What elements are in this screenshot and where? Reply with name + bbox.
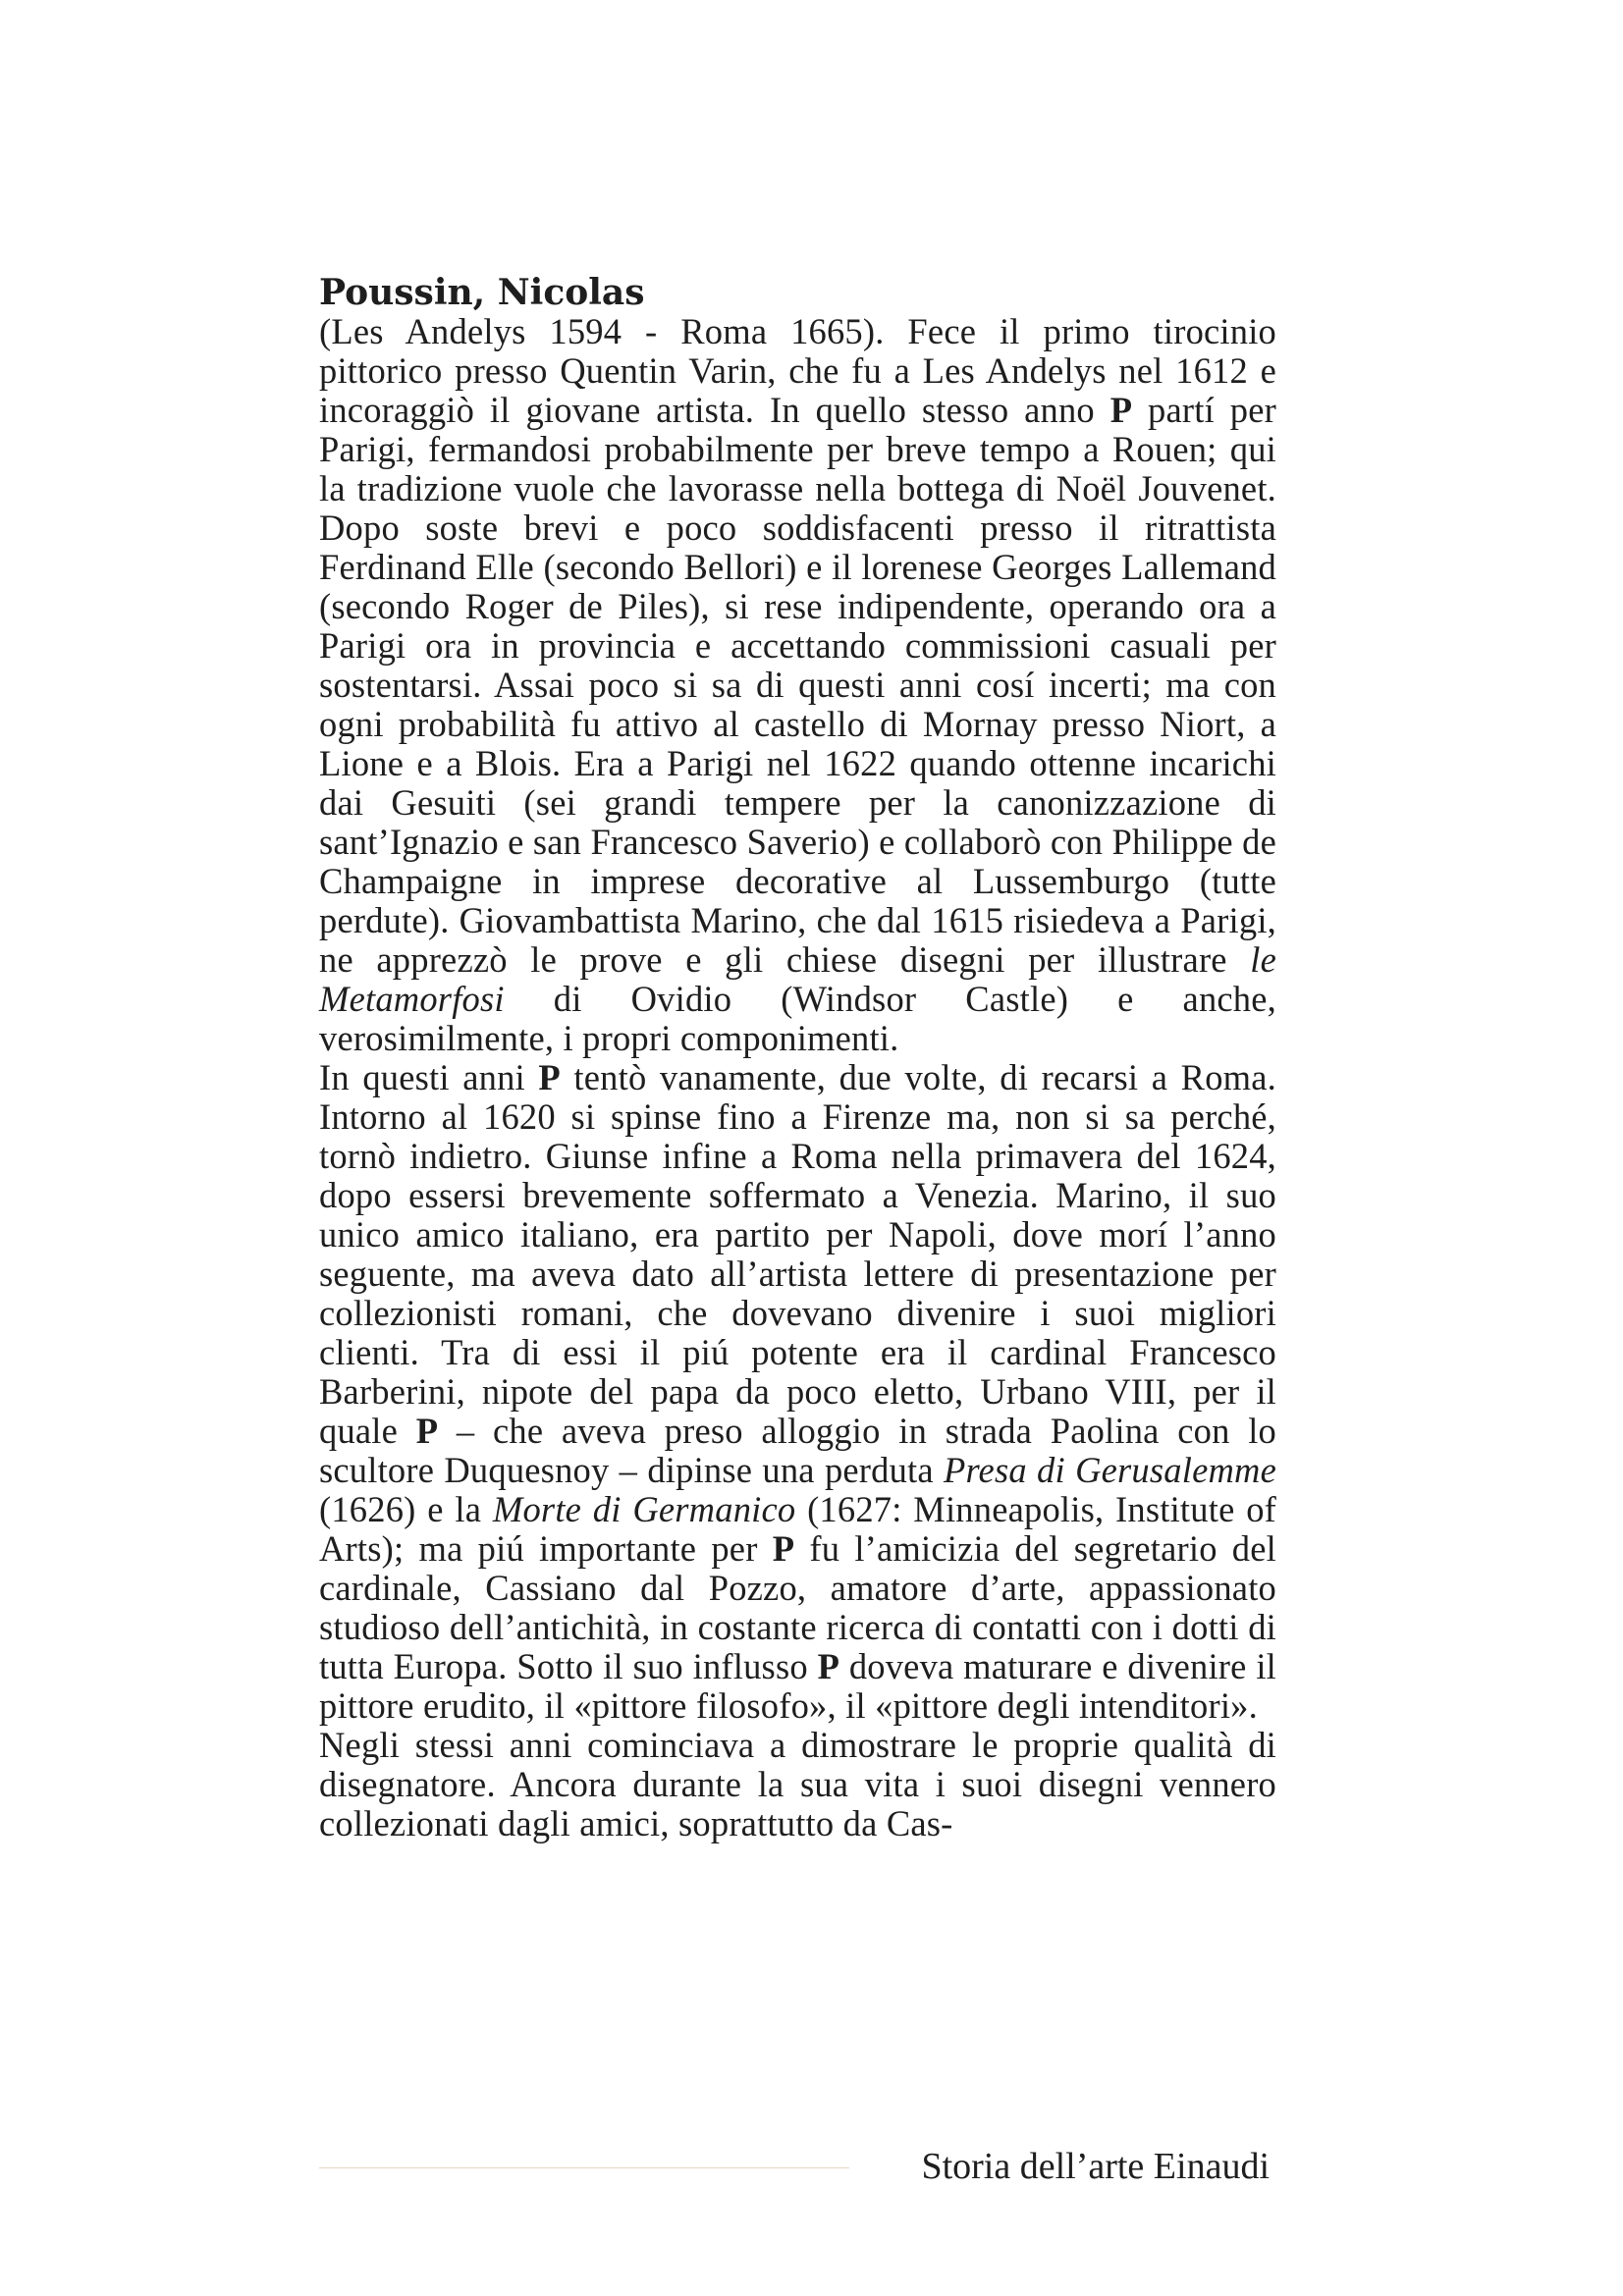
text-run: (1627: Minneapolis, Institute of Arts); ma piú importante per [319,1489,1277,1569]
paragraph [319,1058,1276,1726]
paragraph [319,312,1276,1058]
entry-title: Poussin, Nicolas [319,272,645,313]
artwork-title: Presa di Gerusalemme [944,1450,1276,1490]
text-run: fu l’amicizia del segretario del cardinale, Cassiano dal Pozzo, amatore d’arte, appassionato studioso dell’antichità, in costante ricerca di contatti con i dotti di tutta Europa. Sotto il suo influsso [319,1528,1276,1686]
text-run: (1626) e la [319,1489,493,1529]
author-initial: P [817,1646,840,1686]
entry-text [319,312,1276,1843]
footer-rule [319,2167,849,2168]
author-initial: P [538,1057,561,1097]
text-run: In questi anni [319,1057,539,1097]
text-run: Negli stessi anni cominciava a dimostrare le proprie qualità di disegnatore. Ancora durante la sua vita i suoi disegni vennero collezionati dagli amici, soprattutto da Cas- [319,1725,1276,1843]
author-initial: P [772,1528,795,1569]
text-run: di Ovidio (Windsor Castle) e anche, verosimilmente, i propri componimenti. [319,979,1276,1058]
artwork-title: le Metamorfosi [319,939,1276,1019]
paragraph [319,1726,1276,1843]
footer-publication: Storia dell’arte Einaudi [921,2146,1270,2187]
text-run: partí per Parigi, fermandosi probabilmente per breve tempo a Rouen; qui la tradizione vuole che lavorasse nella bottega di Noël Jouvenet. Dopo soste brevi e poco soddisfacenti presso il ritrattista Ferdinand Elle (secondo Bellori) e il lorenese Georges Lallemand (secondo Roger de Piles), si rese indipendente, operando ora a Parigi ora in provincia e accettando commissioni casuali per sostentarsi. Assai poco si sa di questi anni cosí incerti; ma con ogni probabilità fu attivo al castello di Mornay presso Niort, a Lione e a Blois. Era a Parigi nel 1622 quando ottenne incarichi dai Gesuiti (sei grandi tempere per la canonizzazione di sant’Ignazio e san Francesco Saverio) e collaborò con Philippe de Champaigne in imprese decorative al Lussemburgo (tutte perdute). Giovambattista Marino, che dal 1615 risiedeva a Parigi, ne apprezzò le prove e gli chiese disegni per illustrare [319,390,1276,980]
artwork-title: Morte di Germanico [492,1489,796,1529]
text-run: – che aveva preso alloggio in strada Paolina con lo scultore Duquesnoy – dipinse una perduta [319,1411,1276,1490]
text-run: (Les Andelys 1594 - Roma 1665). Fece il primo tirocinio pittorico presso Quentin Varin, che fu a Les Andelys nel 1612 e incoraggiò il giovane artista. In quello stesso anno [319,311,1276,430]
text-run: tentò vanamente, due volte, di recarsi a Roma. Intorno al 1620 si spinse fino a Firenze ma, non si sa perché, tornò indietro. Giunse infine a Roma nella primavera del 1624, dopo essersi brevemente soffermato a Venezia. Marino, il suo unico amico italiano, era partito per Napoli, dove morí l’anno seguente, ma aveva dato all’artista lettere di presentazione per collezionisti romani, che dovevano divenire i suoi migliori clienti. Tra di essi il piú potente era il cardinal Francesco Barberini, nipote del papa da poco eletto, Urbano VIII, per il quale [319,1057,1276,1451]
text-run: doveva maturare e divenire il pittore erudito, il «pittore filosofo», il «pittore degli intenditori». [319,1646,1276,1726]
author-initial: P [1109,390,1133,430]
author-initial: P [415,1411,439,1451]
article-body [319,273,1276,1843]
